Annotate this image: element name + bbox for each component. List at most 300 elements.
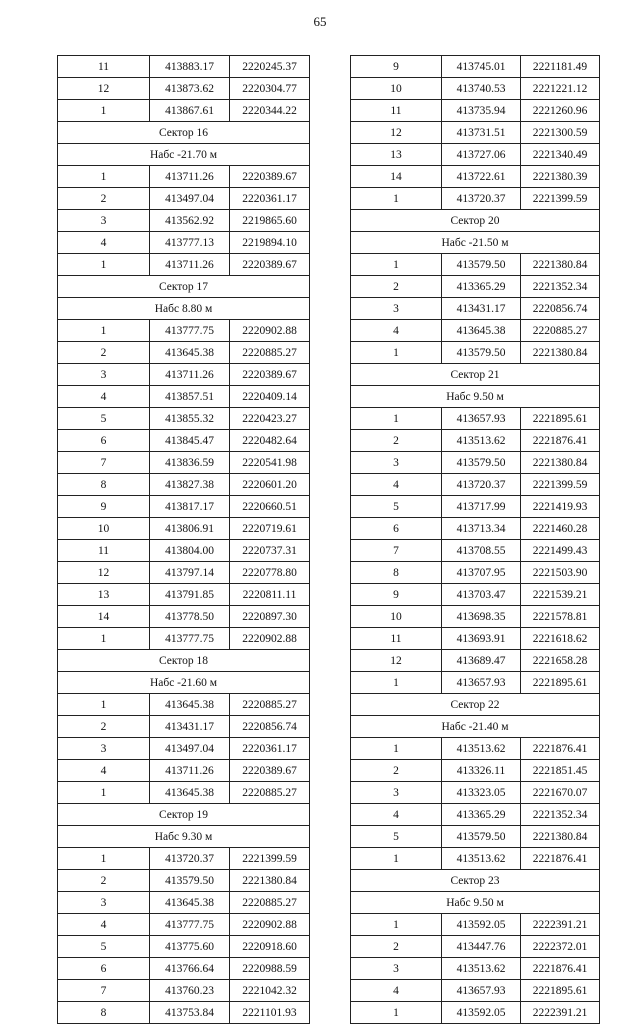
point-number: 1: [351, 848, 442, 870]
x-coordinate: 413711.26: [150, 760, 230, 782]
table-row: [58, 760, 310, 782]
table-row: [351, 540, 600, 562]
x-coordinate: 413711.26: [150, 166, 230, 188]
point-number: 1: [351, 408, 442, 430]
coordinates-table-right: [350, 55, 600, 1024]
y-coordinate: 2221460.28: [521, 518, 600, 540]
table-row: [58, 408, 310, 430]
y-coordinate: 2221876.41: [521, 848, 600, 870]
table-row: [58, 892, 310, 914]
y-coordinate: 2220902.88: [230, 628, 310, 650]
point-number: 3: [351, 782, 442, 804]
table-row: [58, 782, 310, 804]
point-number: 3: [351, 452, 442, 474]
table-row: [58, 386, 310, 408]
point-number: 8: [351, 562, 442, 584]
point-number: 6: [351, 518, 442, 540]
point-number: 3: [58, 364, 150, 386]
table-row: [351, 914, 600, 936]
y-coordinate: 2221399.59: [521, 188, 600, 210]
point-number: 1: [58, 848, 150, 870]
point-number: 2: [351, 276, 442, 298]
y-coordinate: 2221380.84: [521, 342, 600, 364]
point-number: 1: [351, 672, 442, 694]
sector-caption: Сектор 22: [351, 694, 600, 716]
y-coordinate: 2220856.74: [521, 298, 600, 320]
y-coordinate: 2221380.39: [521, 166, 600, 188]
point-number: 1: [58, 100, 150, 122]
y-coordinate: 2221399.59: [521, 474, 600, 496]
point-number: 4: [58, 760, 150, 782]
table-row: [58, 870, 310, 892]
point-number: 2: [351, 760, 442, 782]
table-row: [58, 606, 310, 628]
x-coordinate: 413645.38: [442, 320, 521, 342]
point-number: 14: [351, 166, 442, 188]
point-number: 2: [58, 870, 150, 892]
point-number: 2: [58, 716, 150, 738]
x-coordinate: 413657.93: [442, 672, 521, 694]
y-coordinate: 2221658.28: [521, 650, 600, 672]
table-row: [351, 804, 600, 826]
table-row: [58, 188, 310, 210]
y-coordinate: 2221419.93: [521, 496, 600, 518]
point-number: 4: [58, 386, 150, 408]
table-row: [58, 518, 310, 540]
x-coordinate: 413562.92: [150, 210, 230, 232]
y-coordinate: 2221380.84: [521, 254, 600, 276]
x-coordinate: 413323.05: [442, 782, 521, 804]
x-coordinate: 413873.62: [150, 78, 230, 100]
x-coordinate: 413513.62: [442, 848, 521, 870]
sector-caption-row: [58, 650, 310, 672]
table-row: [58, 166, 310, 188]
point-number: 3: [351, 958, 442, 980]
point-number: 1: [351, 188, 442, 210]
y-coordinate: 2220902.88: [230, 320, 310, 342]
point-number: 1: [58, 782, 150, 804]
table-row: [58, 848, 310, 870]
y-coordinate: 2221352.34: [521, 804, 600, 826]
table-row: [351, 56, 600, 78]
x-coordinate: 413592.05: [442, 1002, 521, 1024]
x-coordinate: 413731.51: [442, 122, 521, 144]
x-coordinate: 413778.50: [150, 606, 230, 628]
x-coordinate: 413817.17: [150, 496, 230, 518]
sector-caption: Набс 9.50 м: [351, 386, 600, 408]
coordinates-table-left-body: [58, 56, 310, 1024]
x-coordinate: 413645.38: [150, 694, 230, 716]
sector-caption-row: [351, 210, 600, 232]
table-row: [351, 100, 600, 122]
table-row: [351, 430, 600, 452]
table-row: [58, 958, 310, 980]
table-row: [351, 672, 600, 694]
point-number: 4: [351, 980, 442, 1002]
y-coordinate: 2221895.61: [521, 672, 600, 694]
sector-caption-row: [58, 122, 310, 144]
point-number: 11: [351, 100, 442, 122]
y-coordinate: 2220409.14: [230, 386, 310, 408]
x-coordinate: 413806.91: [150, 518, 230, 540]
point-number: 11: [351, 628, 442, 650]
point-number: 2: [351, 936, 442, 958]
y-coordinate: 2221895.61: [521, 980, 600, 1002]
sector-caption: Набс 9.50 м: [351, 892, 600, 914]
y-coordinate: 2221380.84: [521, 826, 600, 848]
page-number: 65: [313, 14, 327, 29]
x-coordinate: 413713.34: [442, 518, 521, 540]
y-coordinate: 2220885.27: [230, 694, 310, 716]
x-coordinate: 413579.50: [442, 826, 521, 848]
x-coordinate: 413497.04: [150, 188, 230, 210]
y-coordinate: 2220885.27: [230, 342, 310, 364]
x-coordinate: 413777.13: [150, 232, 230, 254]
point-number: 12: [351, 122, 442, 144]
sector-caption: Сектор 20: [351, 210, 600, 232]
table-row: [58, 364, 310, 386]
x-coordinate: 413883.17: [150, 56, 230, 78]
point-number: 4: [351, 804, 442, 826]
table-row: [58, 100, 310, 122]
table-row: [58, 936, 310, 958]
sector-caption: Сектор 21: [351, 364, 600, 386]
table-row: [58, 474, 310, 496]
table-row: [351, 650, 600, 672]
x-coordinate: 413720.37: [442, 474, 521, 496]
table-row: [351, 78, 600, 100]
x-coordinate: 413777.75: [150, 320, 230, 342]
x-coordinate: 413720.37: [150, 848, 230, 870]
x-coordinate: 413766.64: [150, 958, 230, 980]
table-row: [58, 562, 310, 584]
table-row: [58, 342, 310, 364]
y-coordinate: 2220902.88: [230, 914, 310, 936]
y-coordinate: 2222391.21: [521, 914, 600, 936]
y-coordinate: 2221499.43: [521, 540, 600, 562]
table-row: [351, 408, 600, 430]
y-coordinate: 2220885.27: [230, 892, 310, 914]
x-coordinate: 413365.29: [442, 804, 521, 826]
x-coordinate: 413722.61: [442, 166, 521, 188]
x-coordinate: 413791.85: [150, 584, 230, 606]
point-number: 1: [58, 166, 150, 188]
x-coordinate: 413707.95: [442, 562, 521, 584]
sector-caption: Набс -21.50 м: [351, 232, 600, 254]
table-row: [351, 628, 600, 650]
table-row: [351, 144, 600, 166]
table-row: [58, 1002, 310, 1024]
y-coordinate: 2220988.59: [230, 958, 310, 980]
x-coordinate: 413845.47: [150, 430, 230, 452]
x-coordinate: 413513.62: [442, 738, 521, 760]
y-coordinate: 2220601.20: [230, 474, 310, 496]
sector-caption-row: [351, 716, 600, 738]
table-row: [351, 276, 600, 298]
y-coordinate: 2221876.41: [521, 430, 600, 452]
x-coordinate: 413645.38: [150, 342, 230, 364]
table-row: [351, 826, 600, 848]
x-coordinate: 413698.35: [442, 606, 521, 628]
x-coordinate: 413579.50: [442, 452, 521, 474]
y-coordinate: 2220885.27: [230, 782, 310, 804]
x-coordinate: 413657.93: [442, 408, 521, 430]
table-row: [351, 980, 600, 1002]
point-number: 3: [351, 298, 442, 320]
x-coordinate: 413431.17: [150, 716, 230, 738]
x-coordinate: 413579.50: [442, 342, 521, 364]
point-number: 13: [351, 144, 442, 166]
y-coordinate: 2221101.93: [230, 1002, 310, 1024]
table-row: [351, 848, 600, 870]
sector-caption-row: [351, 232, 600, 254]
sector-caption: Набс -21.70 м: [58, 144, 310, 166]
point-number: 10: [58, 518, 150, 540]
y-coordinate: 2221181.49: [521, 56, 600, 78]
sector-caption-row: [58, 804, 310, 826]
y-coordinate: 2220344.22: [230, 100, 310, 122]
x-coordinate: 413775.60: [150, 936, 230, 958]
table-row: [351, 782, 600, 804]
y-coordinate: 2221221.12: [521, 78, 600, 100]
y-coordinate: 2222372.01: [521, 936, 600, 958]
y-coordinate: 2220361.17: [230, 188, 310, 210]
point-number: 1: [351, 914, 442, 936]
point-number: 10: [351, 78, 442, 100]
x-coordinate: 413867.61: [150, 100, 230, 122]
point-number: 8: [58, 1002, 150, 1024]
y-coordinate: 2220482.64: [230, 430, 310, 452]
x-coordinate: 413720.37: [442, 188, 521, 210]
y-coordinate: 2221380.84: [521, 452, 600, 474]
point-number: 2: [58, 342, 150, 364]
point-number: 13: [58, 584, 150, 606]
x-coordinate: 413592.05: [442, 914, 521, 936]
table-row: [58, 496, 310, 518]
point-number: 4: [58, 232, 150, 254]
table-row: [351, 958, 600, 980]
y-coordinate: 2219865.60: [230, 210, 310, 232]
x-coordinate: 413745.01: [442, 56, 521, 78]
x-coordinate: 413735.94: [442, 100, 521, 122]
y-coordinate: 2221578.81: [521, 606, 600, 628]
table-row: [58, 980, 310, 1002]
table-row: [58, 584, 310, 606]
y-coordinate: 2220389.67: [230, 254, 310, 276]
table-row: [351, 496, 600, 518]
y-coordinate: 2220304.77: [230, 78, 310, 100]
x-coordinate: 413760.23: [150, 980, 230, 1002]
sector-caption: Набс -21.60 м: [58, 672, 310, 694]
table-row: [351, 188, 600, 210]
point-number: 1: [58, 628, 150, 650]
table-row: [351, 474, 600, 496]
x-coordinate: 413326.11: [442, 760, 521, 782]
table-row: [58, 716, 310, 738]
table-row: [58, 232, 310, 254]
sector-caption-row: [351, 364, 600, 386]
point-number: 4: [58, 914, 150, 936]
table-row: [351, 254, 600, 276]
x-coordinate: 413708.55: [442, 540, 521, 562]
coordinates-table-right-body: [351, 56, 600, 1024]
x-coordinate: 413447.76: [442, 936, 521, 958]
y-coordinate: 2221340.49: [521, 144, 600, 166]
point-number: 12: [351, 650, 442, 672]
y-coordinate: 2221352.34: [521, 276, 600, 298]
point-number: 14: [58, 606, 150, 628]
sector-caption-row: [58, 672, 310, 694]
x-coordinate: 413836.59: [150, 452, 230, 474]
point-number: 9: [351, 56, 442, 78]
table-row: [351, 452, 600, 474]
y-coordinate: 2219894.10: [230, 232, 310, 254]
point-number: 9: [351, 584, 442, 606]
point-number: 7: [58, 980, 150, 1002]
table-row: [58, 628, 310, 650]
y-coordinate: 2222391.21: [521, 1002, 600, 1024]
table-row: [351, 298, 600, 320]
sector-caption-row: [58, 298, 310, 320]
y-coordinate: 2221876.41: [521, 958, 600, 980]
x-coordinate: 413827.38: [150, 474, 230, 496]
table-row: [58, 694, 310, 716]
point-number: 3: [58, 738, 150, 760]
y-coordinate: 2221895.61: [521, 408, 600, 430]
y-coordinate: 2221380.84: [230, 870, 310, 892]
point-number: 11: [58, 56, 150, 78]
point-number: 1: [58, 254, 150, 276]
sector-caption: Сектор 17: [58, 276, 310, 298]
y-coordinate: 2220897.30: [230, 606, 310, 628]
sector-caption: Сектор 16: [58, 122, 310, 144]
table-row: [351, 584, 600, 606]
point-number: 1: [351, 342, 442, 364]
table-row: [351, 738, 600, 760]
y-coordinate: 2220389.67: [230, 166, 310, 188]
x-coordinate: 413645.38: [150, 782, 230, 804]
sector-caption-row: [351, 694, 600, 716]
y-coordinate: 2220423.27: [230, 408, 310, 430]
table-row: [351, 122, 600, 144]
sector-caption-row: [58, 276, 310, 298]
x-coordinate: 413431.17: [442, 298, 521, 320]
x-coordinate: 413645.38: [150, 892, 230, 914]
sector-caption: Набс -21.40 м: [351, 716, 600, 738]
y-coordinate: 2221670.07: [521, 782, 600, 804]
x-coordinate: 413857.51: [150, 386, 230, 408]
table-row: [351, 562, 600, 584]
point-number: 7: [58, 452, 150, 474]
sector-caption: Сектор 19: [58, 804, 310, 826]
table-row: [58, 738, 310, 760]
coordinates-table-left: [57, 55, 310, 1024]
sector-caption: Набс 9.30 м: [58, 826, 310, 848]
table-row: [351, 518, 600, 540]
y-coordinate: 2220778.80: [230, 562, 310, 584]
y-coordinate: 2220737.31: [230, 540, 310, 562]
point-number: 5: [351, 826, 442, 848]
y-coordinate: 2220541.98: [230, 452, 310, 474]
table-row: [351, 936, 600, 958]
x-coordinate: 413711.26: [150, 364, 230, 386]
sector-caption: Набс 8.80 м: [58, 298, 310, 320]
y-coordinate: 2221260.96: [521, 100, 600, 122]
point-number: 4: [351, 320, 442, 342]
point-number: 5: [351, 496, 442, 518]
y-coordinate: 2220811.11: [230, 584, 310, 606]
x-coordinate: 413513.62: [442, 430, 521, 452]
y-coordinate: 2220918.60: [230, 936, 310, 958]
x-coordinate: 413711.26: [150, 254, 230, 276]
point-number: 11: [58, 540, 150, 562]
point-number: 9: [58, 496, 150, 518]
table-row: [58, 320, 310, 342]
x-coordinate: 413777.75: [150, 628, 230, 650]
sector-caption-row: [351, 386, 600, 408]
y-coordinate: 2221539.21: [521, 584, 600, 606]
point-number: 1: [351, 254, 442, 276]
x-coordinate: 413513.62: [442, 958, 521, 980]
y-coordinate: 2220389.67: [230, 760, 310, 782]
point-number: 6: [58, 430, 150, 452]
y-coordinate: 2220245.37: [230, 56, 310, 78]
x-coordinate: 413703.47: [442, 584, 521, 606]
y-coordinate: 2220856.74: [230, 716, 310, 738]
sector-caption-row: [351, 892, 600, 914]
sector-caption: Сектор 18: [58, 650, 310, 672]
y-coordinate: 2220719.61: [230, 518, 310, 540]
table-row: [58, 914, 310, 936]
point-number: 3: [58, 210, 150, 232]
y-coordinate: 2220361.17: [230, 738, 310, 760]
y-coordinate: 2220885.27: [521, 320, 600, 342]
x-coordinate: 413579.50: [442, 254, 521, 276]
sector-caption-row: [58, 144, 310, 166]
sector-caption: Сектор 23: [351, 870, 600, 892]
x-coordinate: 413855.32: [150, 408, 230, 430]
y-coordinate: 2220660.51: [230, 496, 310, 518]
x-coordinate: 413777.75: [150, 914, 230, 936]
point-number: 12: [58, 562, 150, 584]
sector-caption-row: [58, 826, 310, 848]
point-number: 8: [58, 474, 150, 496]
x-coordinate: 413753.84: [150, 1002, 230, 1024]
x-coordinate: 413693.91: [442, 628, 521, 650]
y-coordinate: 2221399.59: [230, 848, 310, 870]
point-number: 12: [58, 78, 150, 100]
table-row: [58, 540, 310, 562]
y-coordinate: 2221300.59: [521, 122, 600, 144]
table-row: [58, 56, 310, 78]
table-row: [351, 166, 600, 188]
point-number: 4: [351, 474, 442, 496]
x-coordinate: 413740.53: [442, 78, 521, 100]
sector-caption-row: [351, 870, 600, 892]
table-row: [58, 78, 310, 100]
point-number: 7: [351, 540, 442, 562]
table-row: [58, 452, 310, 474]
point-number: 3: [58, 892, 150, 914]
point-number: 2: [351, 430, 442, 452]
table-row: [351, 606, 600, 628]
y-coordinate: 2221618.62: [521, 628, 600, 650]
y-coordinate: 2221876.41: [521, 738, 600, 760]
table-row: [351, 760, 600, 782]
table-row: [58, 210, 310, 232]
x-coordinate: 413727.06: [442, 144, 521, 166]
table-row: [351, 1002, 600, 1024]
